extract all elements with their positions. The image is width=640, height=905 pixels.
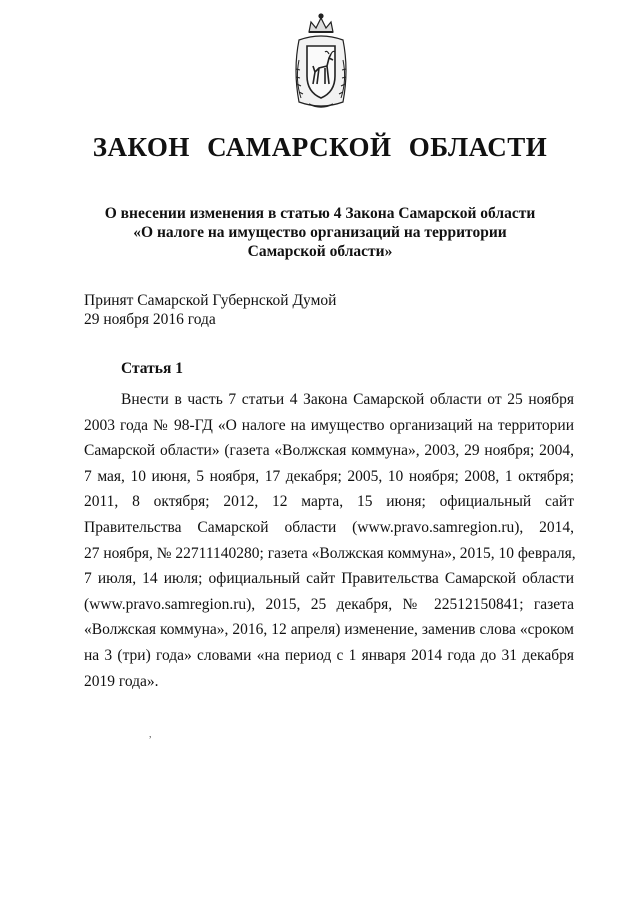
article-text-line: Внести в часть 7 статьи 4 Закона Самарской области от 25 ноября	[121, 391, 574, 408]
article-text-line: 2003 года № 98-ГД «О налоге на имущество организаций на территории	[84, 416, 574, 434]
adoption-date: 29 ноября 2016 года	[84, 311, 216, 328]
law-subject	[90, 204, 550, 261]
law-title: ЗАКОН САМАРСКОЙ ОБЛАСТИ	[92, 132, 548, 162]
stray-mark: ,	[149, 729, 152, 740]
article-text-line: Самарской области» (газета «Волжская коммуна», 2003, 29 ноября; 2004,	[84, 442, 574, 460]
article-heading: Статья 1	[121, 360, 183, 377]
law-subject-line: О внесении изменения в статью 4 Закона Самарской области	[104, 205, 536, 222]
article-text-line: на 3 (три) года» словами «на период с 1 января 2014 года до 31 декабря	[84, 646, 574, 664]
article-text-line: 2011, 8 октября; 2012, 12 марта, 15 июня; официальный сайт	[84, 493, 574, 511]
article-text-line: 2019 года».	[84, 672, 159, 690]
article-text-line: 7 мая, 10 июня, 5 ноября, 17 декабря; 2005, 10 ноября; 2008, 1 октября;	[84, 467, 574, 485]
adoption-note	[84, 291, 336, 329]
article-text-line: «Волжская коммуна», 2016, 12 апреля) изменение, заменив слова «сроком	[84, 621, 574, 639]
adoption-body: Принят Самарской Губернской Думой	[84, 292, 337, 309]
article-text-line: (www.pravo.samregion.ru), 2015, 25 декабря, № 22512150841; газета	[84, 595, 574, 613]
article-text-line: 7 июля, 14 июля; официальный сайт Правительства Самарской области	[84, 570, 574, 588]
law-subject-line: Самарской области»	[247, 243, 393, 260]
article-text-line: Правительства Самарской области (www.pravo.samregion.ru), 2014,	[84, 518, 574, 536]
article-text	[84, 387, 574, 694]
article-text-line: 27 ноября, № 22711140280; газета «Волжская коммуна», 2015, 10 февраля,	[84, 544, 576, 562]
coat-of-arms-icon	[289, 10, 353, 114]
law-subject-line: «О налоге на имущество организаций на территории	[133, 224, 507, 241]
